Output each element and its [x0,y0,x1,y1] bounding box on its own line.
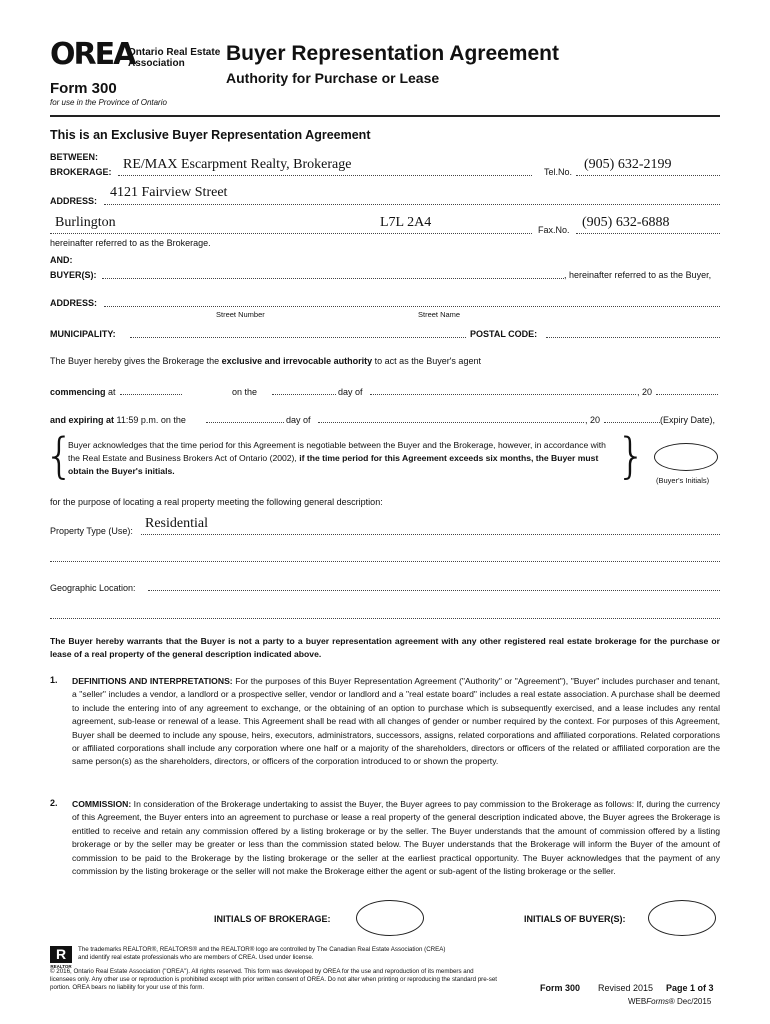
brokerage-referred: hereinafter referred to as the Brokerage. [50,238,211,248]
initials-brokerage-oval[interactable] [356,900,424,936]
left-brace: { [44,428,75,484]
initials-brokerage-label: INITIALS OF BROKERAGE: [214,914,331,924]
expiring-twenty: , 20 [585,415,601,425]
expiring-month-field[interactable] [318,413,584,423]
street-name-caption: Street Name [418,310,461,319]
tel-field[interactable] [576,159,720,176]
realtor-r-icon: R [50,946,72,963]
commencing-day-field[interactable] [272,385,336,395]
buyer-address-label: ADDRESS: [50,298,98,308]
commencing-time-field[interactable] [120,385,182,395]
footer-page: Page 1 of 3 [666,983,714,993]
brokerage-address-field[interactable] [104,187,720,205]
authority-text-c: to act as the Buyer's agent [372,356,481,366]
section-1-text: For the purposes of this Buyer Representation Agreement ("Authority" or "Agreement"), "Buyer" includes purchaser and tenant, a "seller" includes a vendor, a landlord or a prospective seller, vendor or landlord and a "real estate board" includes a real estate association. A purchase shall be deemed to include the entering into of any agreement to exchange, or the obtaining of an option to purchase which is subsequently exercised, and a lease includes any rental agreement, sub-lease or renewal of a lease. This Agreement shall be read with all changes of gender or number required by the context. For purposes of this Agreement, Buyer shall be deemed to include any spouse, heirs, executors, administrators, successors, assigns, related corporations and affiliated corporations. Related corporations or affiliated corporations shall include any corporation where one half or a majority of the shareholders, directors or officers of the related or affiliated corporation are the same person(s) as the shareholders, directors, or officers of the corporation introduced to or shown the property. [72,676,720,767]
authority-text [50,356,481,366]
authority-text-a: The Buyer hereby gives the Brokerage the [50,356,222,366]
authority-text-b: exclusive and irrevocable authority [221,356,373,366]
fax-label: Fax.No. [538,225,570,235]
expiring-word: and expiring at [50,415,115,425]
section-1 [50,675,720,769]
brokerage-postal-value: L7L 2A4 [380,215,432,230]
property-type-value: Residential [145,516,208,531]
brace-note [68,439,612,478]
buyer-initials-caption: (Buyer's Initials) [656,476,710,485]
association-line-1: Ontario Real Estate [128,47,221,58]
initials-buyer-label: INITIALS OF BUYER(S): [524,914,626,924]
brace-note-b: if the time period for this Agreement exceeds six months, the Buyer must obtain the Buyer's initials. [68,453,599,476]
header-divider [50,115,720,117]
brokerage-label: BROKERAGE: [50,167,112,177]
realtor-logo [50,946,72,970]
footer-form-number: Form 300 [540,983,581,993]
postal-code-field[interactable] [546,327,720,338]
commencing-year-field[interactable] [656,385,718,395]
brokerage-city-value: Burlington [55,215,116,230]
section-2 [50,798,720,878]
brace-note-a: Buyer acknowledges that the time period for this Agreement is negotiable between the Buyer and the Brokerage, however, in accordance with the Real Estate and Business Brokers Act of Ontario (2002), [68,440,606,463]
warranty-text: The Buyer hereby warrants that the Buyer is not a party to a buyer representation agreement with any other registered real estate brokerage for the purchase or lease of a real property of the general description indicated above. [50,636,720,660]
street-number-caption: Street Number [216,310,265,319]
webforms-a: WEB [628,997,647,1006]
trademark-text: The trademarks REALTOR®, REALTORS® and the REALTOR® logo are controlled by The Canadian Real Estate Association (CREA) and identify real estate professionals who are members of CREA. Used under license. [78,946,446,961]
buyer-field[interactable] [102,268,564,279]
webforms-c: ® Dec/2015 [668,997,712,1006]
expiring-time: 11:59 p.m. on the [114,415,186,425]
commencing-label [50,387,116,397]
expiry-date-label: (Expiry Date), [660,415,716,425]
page-title: Buyer Representation Agreement [226,42,559,65]
geographic-location-field[interactable] [148,581,720,591]
commencing-on-the: on the [232,387,258,397]
webforms-tag [628,997,711,1006]
buyer-referred: , hereinafter referred to as the Buyer, [564,270,712,280]
municipality-label: MUNICIPALITY: [50,329,116,339]
tel-value: (905) 632-2199 [584,157,672,172]
province-note: for use in the Province of Ontario [50,98,167,107]
tel-label: Tel.No. [544,167,573,177]
brokerage-address-label: ADDRESS: [50,196,98,206]
buyer-label: BUYER(S): [50,270,97,280]
municipality-field[interactable] [130,327,466,338]
initials-buyer-oval[interactable] [648,900,716,936]
expiring-day-of: day of [286,415,311,425]
fax-value: (905) 632-6888 [582,215,670,230]
commencing-month-field[interactable] [370,385,636,395]
form-number: Form 300 [50,80,117,97]
expiring-day-field[interactable] [206,413,284,423]
commencing-day-of: day of [338,387,363,397]
section-2-body [72,798,720,878]
orea-logo-text: OREA [50,37,135,72]
orea-logo [50,37,135,72]
brokerage-address-value: 4121 Fairview Street [110,185,228,200]
section-1-number: 1. [50,675,58,685]
section-2-title: COMMISSION: [72,799,132,809]
intro-heading: This is an Exclusive Buyer Representation Agreement [50,128,371,142]
fax-field[interactable] [576,216,720,234]
buyer-address-field[interactable] [104,296,720,307]
between-label: BETWEEN: [50,152,98,162]
realtor-mark: REALTOR [50,964,72,969]
and-label: AND: [50,255,73,265]
purpose-text: for the purpose of locating a real property meeting the following general description: [50,497,383,507]
webforms-b: Forms [646,997,669,1006]
expiring-label [50,415,186,425]
right-brace: } [616,428,647,484]
buyer-initials-oval-term[interactable] [654,443,718,471]
commencing-word: commencing [50,387,106,397]
brokerage-field[interactable] [118,159,532,176]
section-2-text: In consideration of the Brokerage undertaking to assist the Buyer, the Buyer agrees to pay commission to the Brokerage as follows: If, during the currency of this Agreement, the Buyer enters into an agreement to purchase or lease a real property of the general description indicated above, the Buyer agrees the Brokerage is entitled to receive and retain any commission offered by a listing brokerage or by the seller. The Buyer understands that the amount of commission offered by a listing brokerage or by the seller may be greater or less than the commission stated below. The Buyer understands that the Brokerage will inform the Buyer of the amount of commission to be paid to the Brokerage by the listing brokerage or the seller at the earliest practical opportunity. The Buyer acknowledges that the payment of any commission by the listing brokerage or the seller will not make the Brokerage either the agent or sub-agent of the listing brokerage or the seller. [72,799,720,877]
geographic-location-field-2[interactable] [50,609,720,619]
property-type-field[interactable] [141,518,720,535]
association-name [128,47,220,69]
brokerage-city-field[interactable] [50,216,532,234]
geographic-location-label: Geographic Location: [50,583,136,593]
property-type-label: Property Type (Use): [50,526,133,536]
section-1-body [72,675,720,769]
footer-revised: Revised 2015 [598,983,654,993]
property-description-field[interactable] [50,552,720,562]
association-line-2: Association [128,58,185,69]
copyright-text: © 2016, Ontario Real Estate Association ("OREA"). All rights reserved. This form was developed by OREA for the use and reproduction of its members and licensees only. Any other use or reproduction is prohibited except with prior written consent of OREA. Do not alter when printing or reproducing the standard pre-set portion. OREA bears no liability for your use of this form. [50,968,497,991]
postal-code-label: POSTAL CODE: [470,329,538,339]
expiring-year-field[interactable] [604,413,660,423]
section-1-title: DEFINITIONS AND INTERPRETATIONS: [72,676,233,686]
section-2-number: 2. [50,798,58,808]
page-subtitle: Authority for Purchase or Lease [226,70,440,86]
brokerage-value: RE/MAX Escarpment Realty, Brokerage [123,157,352,172]
commencing-at: at [105,387,116,397]
commencing-twenty: , 20 [637,387,653,397]
